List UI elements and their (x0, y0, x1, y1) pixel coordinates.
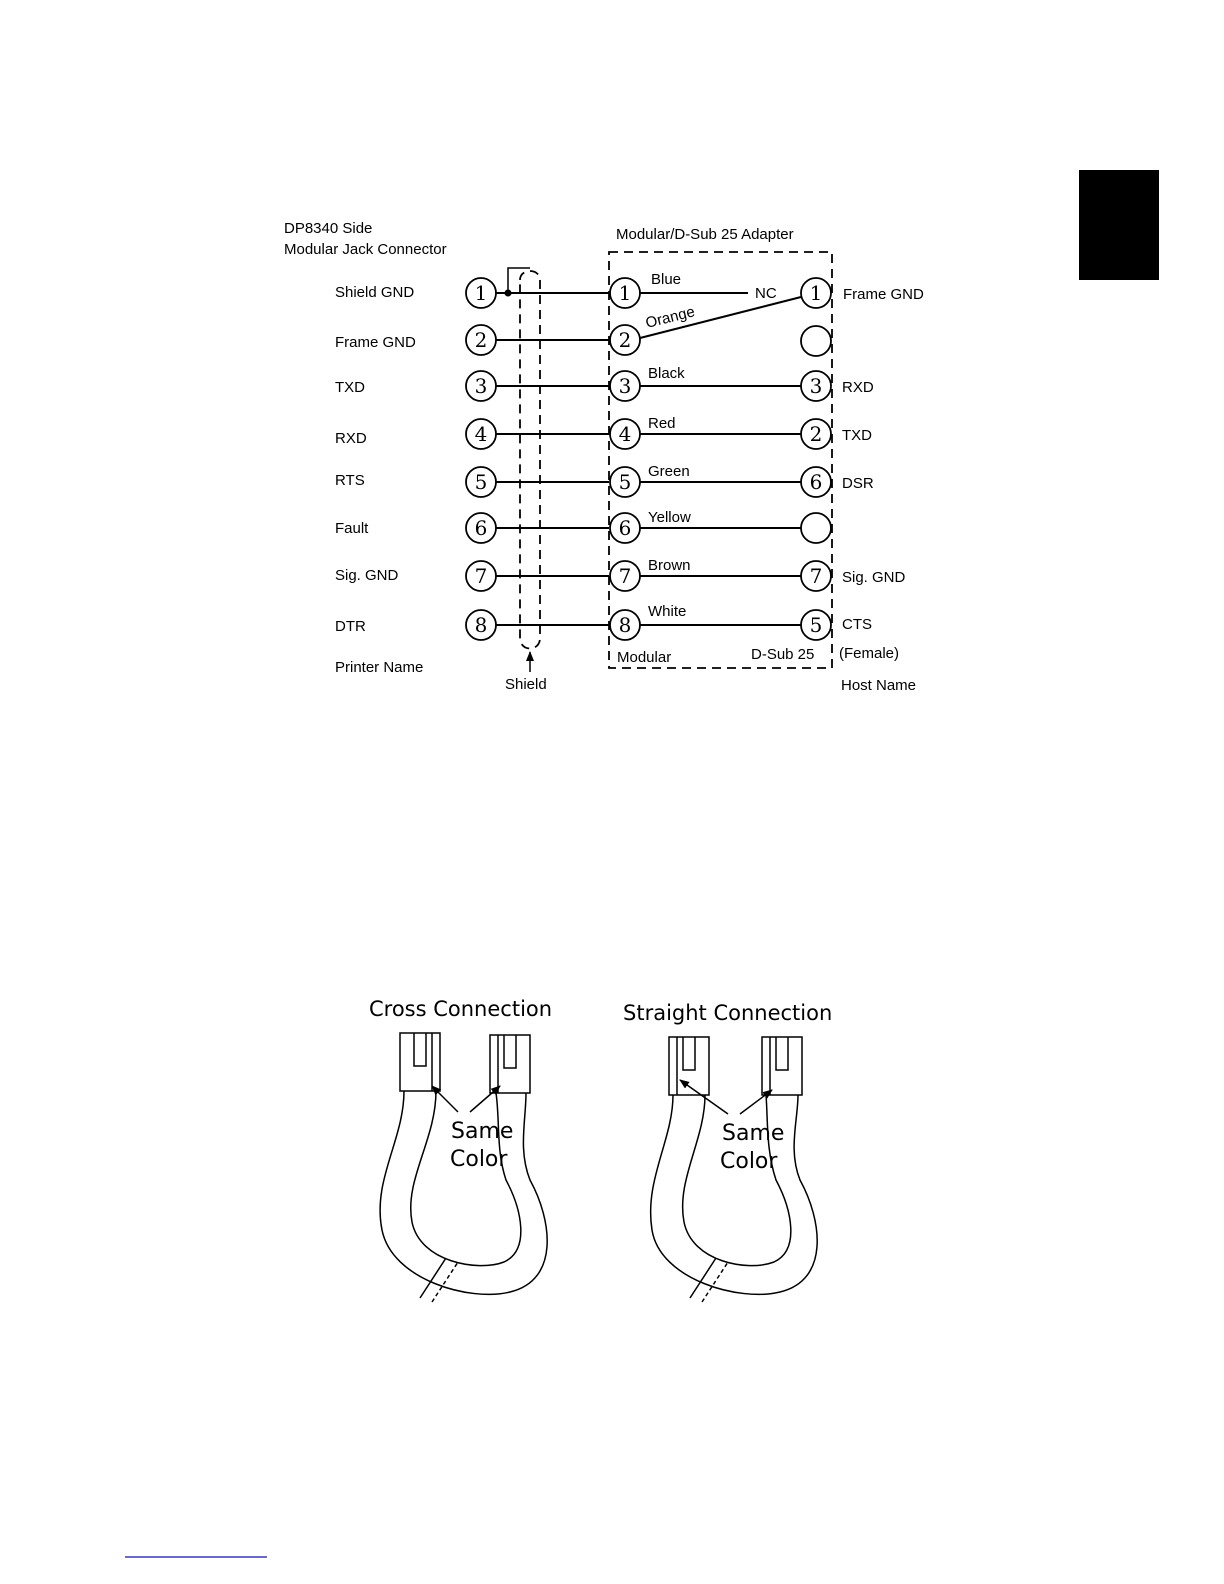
printer-signal-label: Sig. GND (335, 567, 399, 584)
cross-color-label: Color (450, 1147, 508, 1172)
printer-signal-label: Fault (335, 520, 369, 537)
dsub-pin-number: 2 (809, 422, 823, 446)
printer-side-title: DP8340 Side (284, 220, 373, 237)
printer-signal-label: TXD (335, 379, 365, 396)
cross-left-plug-latch (414, 1033, 426, 1066)
modular-pin-number: 5 (618, 470, 632, 494)
straight-connection-figure (623, 1001, 832, 1302)
cross-same-label: Same (451, 1119, 514, 1144)
straight-color-label: Color (720, 1149, 778, 1174)
wire-color-label: Red (648, 415, 676, 432)
printer-pin-number: 5 (474, 470, 488, 494)
wire-color-label: Yellow (648, 509, 691, 526)
shield-label: Shield (505, 676, 547, 693)
host-signal-label: CTS (842, 616, 872, 633)
adapter-box (609, 252, 832, 668)
straight-right-plug (762, 1037, 802, 1095)
shield-tube (520, 271, 540, 649)
straight-right-plug-latch (776, 1037, 788, 1070)
cross-cable-inner (411, 1091, 521, 1266)
modular-pin-number: 3 (618, 374, 632, 398)
cross-right-plug (490, 1035, 530, 1093)
printer-pin-number: 4 (474, 422, 488, 446)
wire-color-label: Orange (643, 303, 697, 332)
dsub-pin-number: 3 (809, 374, 823, 398)
modular-pin-number: 8 (618, 613, 632, 637)
section-tab (1079, 170, 1159, 280)
straight-same-label: Same (722, 1121, 785, 1146)
printer-signal-label: RTS (335, 472, 365, 489)
host-name-label: Host Name (841, 677, 917, 694)
printer-pin-number: 7 (474, 564, 488, 588)
printer-pin-number: 3 (474, 374, 488, 398)
cross-arrow-right (470, 1086, 500, 1112)
host-signal-label: Sig. GND (842, 569, 906, 586)
wire-color-label: Blue (651, 271, 682, 288)
modular-label: Modular (617, 649, 672, 666)
dsub-label: D-Sub 25 (751, 646, 815, 663)
printer-signal-label: RXD (335, 430, 367, 447)
host-signal-label: RXD (842, 379, 874, 396)
modular-pin-number: 6 (618, 516, 632, 540)
printer-pin-number: 1 (474, 281, 488, 305)
cross-right-plug-latch (504, 1035, 516, 1068)
dsub-pin-number: 1 (809, 281, 823, 305)
host-signal-label: Frame GND (843, 286, 924, 303)
cross-connection-figure (369, 997, 552, 1302)
modular-pin-number: 4 (618, 422, 632, 446)
straight-connection-title: Straight Connection (623, 1001, 833, 1025)
dsub-pin-number: 6 (809, 470, 823, 494)
straight-left-plug-latch (683, 1037, 695, 1070)
wire-color-label: White (648, 603, 687, 620)
adapter-title: Modular/D-Sub 25 Adapter (616, 226, 794, 243)
cross-left-plug (400, 1033, 440, 1091)
dsub-pin-number: 5 (809, 613, 823, 637)
host-signal-label: DSR (842, 475, 874, 492)
printer-pin-number: 2 (474, 328, 488, 352)
female-label: (Female) (839, 645, 900, 662)
cross-connection-title: Cross Connection (369, 997, 553, 1021)
host-signal-label: TXD (842, 427, 872, 444)
wiring-diagram (284, 220, 924, 694)
nc-label: NC (755, 285, 777, 302)
modular-pin-number: 2 (618, 328, 632, 352)
dsub-pin (801, 326, 831, 356)
printer-side-subtitle: Modular Jack Connector (284, 241, 447, 258)
wire-color-label: Green (648, 463, 690, 480)
modular-pin-number: 1 (618, 281, 632, 305)
dsub-pin-number: 7 (809, 564, 823, 588)
printer-signal-label: DTR (335, 618, 366, 635)
printer-name-label: Printer Name (335, 659, 424, 676)
wire-color-label: Black (648, 365, 685, 382)
dsub-pin (801, 513, 831, 543)
printer-signal-label: Shield GND (335, 284, 415, 301)
wire-color-label: Brown (648, 557, 691, 574)
modular-pin-number: 7 (618, 564, 632, 588)
printer-pin-number: 8 (474, 613, 488, 637)
shield-drain (508, 268, 530, 293)
printer-pin-number: 6 (474, 516, 488, 540)
printer-signal-label: Frame GND (335, 334, 416, 351)
